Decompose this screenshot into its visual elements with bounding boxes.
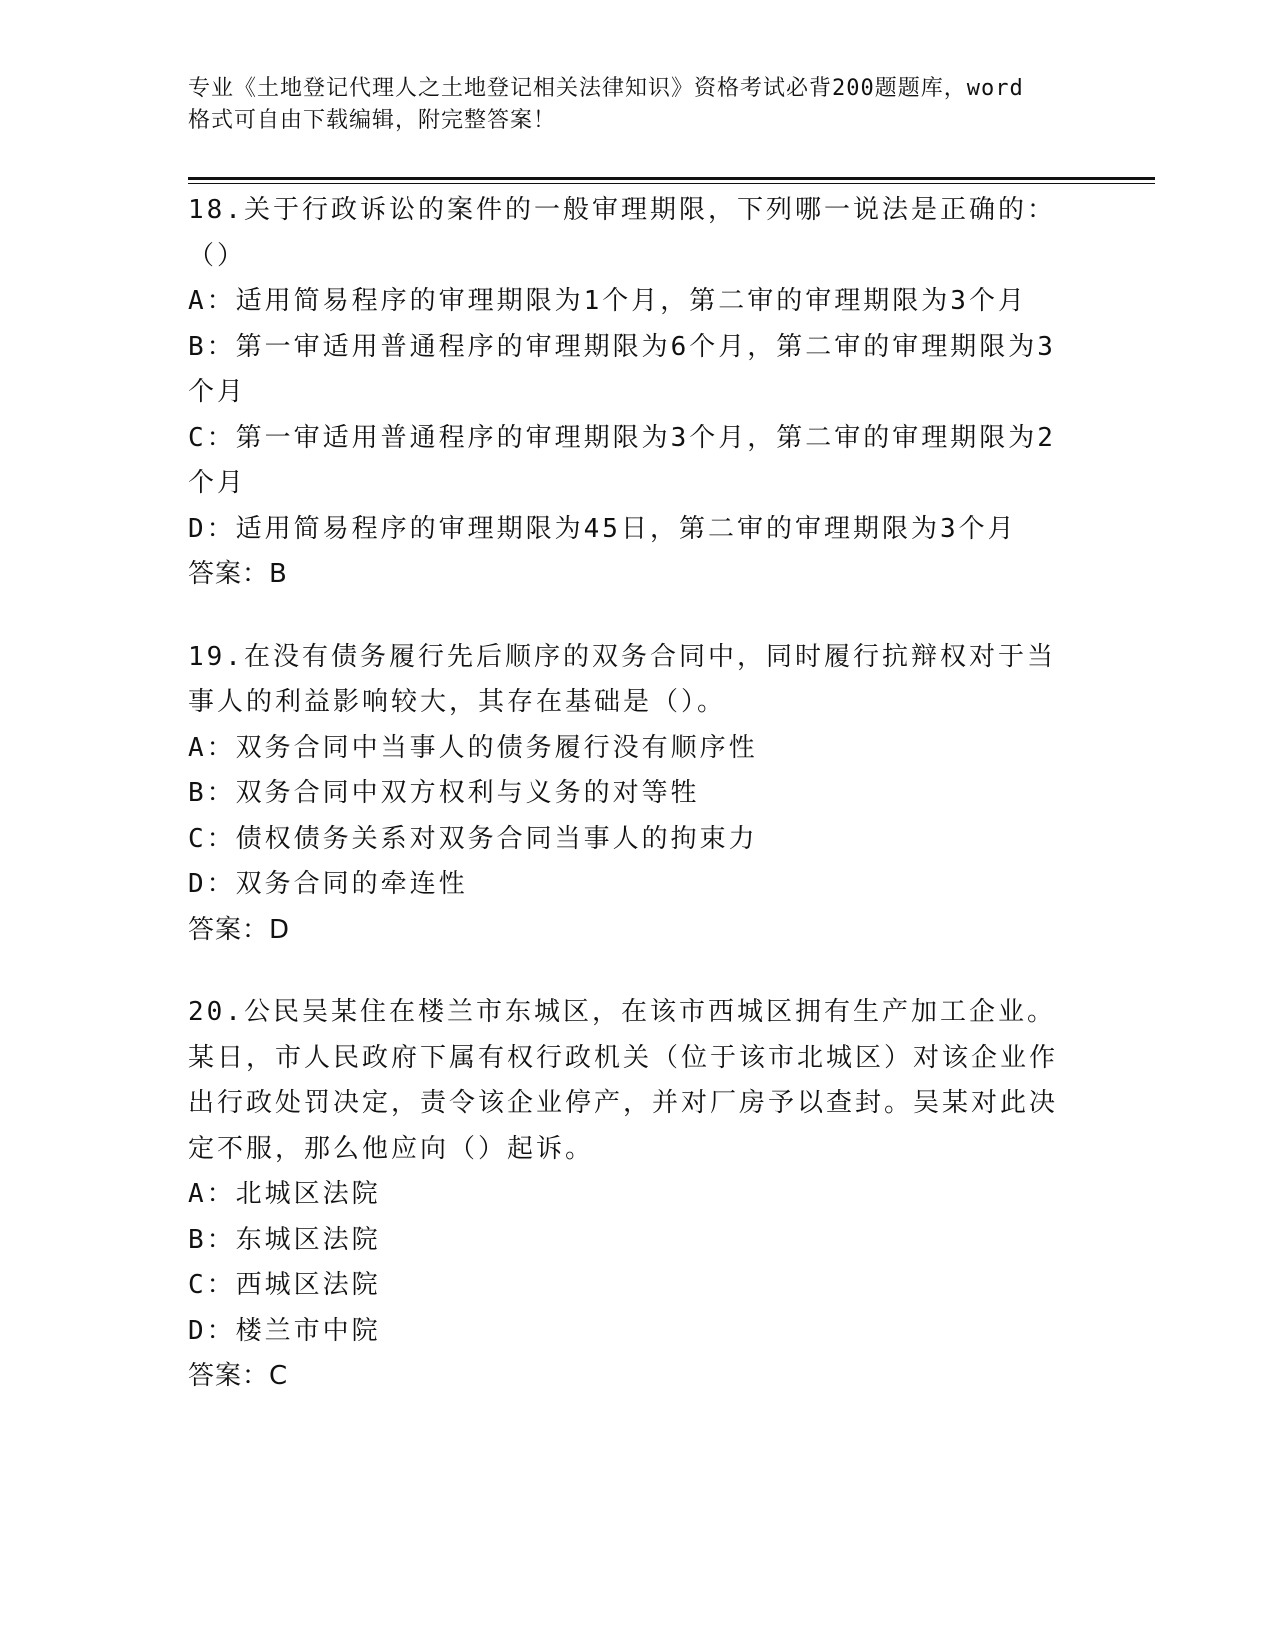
option-b: B：第一审适用普通程序的审理期限为6个月，第二审的审理期限为3个月	[188, 331, 1056, 407]
option-d: D：楼兰市中院	[188, 1315, 381, 1346]
header-divider-thick	[188, 177, 1155, 180]
question-20	[188, 990, 1088, 1400]
option-a: A：双务合同中当事人的债务履行没有顺序性	[188, 732, 758, 763]
question-list	[188, 188, 1088, 1437]
answer-label: 答案：C	[188, 1361, 289, 1391]
option-b: B：双务合同中双方权利与义务的对等牲	[188, 778, 700, 808]
header-divider-thin	[188, 183, 1155, 184]
question-stem: 19.在没有债务履行先后顺序的双务合同中，同时履行抗辩权对于当事人的利益影响较大，其存在基础是（）。	[188, 641, 1056, 717]
answer-label: 答案：B	[188, 559, 288, 589]
answer-label: 答案：D	[188, 914, 291, 945]
question-19	[188, 635, 1088, 954]
question-18	[188, 188, 1088, 598]
option-a: A：适用简易程序的审理期限为1个月，第二审的审理期限为3个月	[188, 286, 1027, 316]
header-line-2: 格式可自由下载编辑，附完整答案！	[188, 108, 557, 133]
option-c: C：第一审适用普通程序的审理期限为3个月，第二审的审理期限为2个月	[188, 422, 1056, 498]
document-header	[188, 73, 1088, 137]
question-stem: 18.关于行政诉讼的案件的一般审理期限，下列哪一说法是正确的：（）	[188, 195, 1056, 271]
option-d: D：双务合同的牵连性	[188, 869, 468, 899]
option-c: C：西城区法院	[188, 1270, 381, 1300]
option-d: D：适用简易程序的审理期限为45日，第二审的审理期限为3个月	[188, 513, 1017, 544]
question-stem: 20.公民吴某住在楼兰市东城区，在该市西城区拥有生产加工企业。某日，市人民政府下属有权行政机关（位于该市北城区）对该企业作出行政处罚决定，责令该企业停产，并对厂房予以查封。吴某对此决定不服，那么他应向（）起诉。	[188, 997, 1059, 1164]
option-b: B：东城区法院	[188, 1224, 381, 1255]
option-a: A：北城区法院	[188, 1179, 381, 1209]
header-line-1: 专业《土地登记代理人之土地登记相关法律知识》资格考试必背200题题库，word	[188, 76, 1024, 101]
option-c: C：债权债务关系对双务合同当事人的拘束力	[188, 823, 758, 854]
